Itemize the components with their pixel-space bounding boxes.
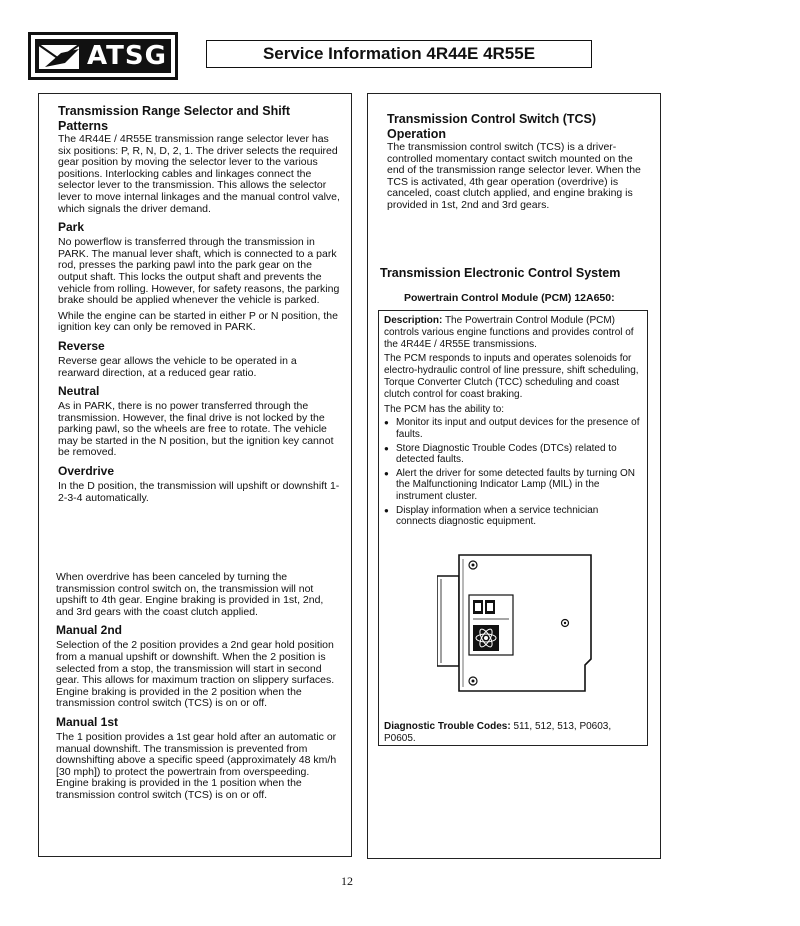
tcs-text: The transmission control switch (TCS) is a driver-controlled momentary contact switch mounted on the end of the transmission range selector lever. When the TCS is activated, 4th gear operation (overdrive) is canceled, coast clutch applied, and engine braking is provided in 1st, 2nd and 3rd gears. (387, 141, 641, 211)
overdrive-text-1: In the D position, the transmission will upshift or downshift 1-2-3-4 automatically. (58, 480, 340, 504)
manual-1st-heading: Manual 1st (56, 714, 119, 729)
manual-1st-text: The 1 position provides a 1st gear hold after an automatic or manual downshift. The transmission is prevented from downshifting above a specific speed (approximately 48 km/h [30 mph]) to protect the powertrain from overspeeding. Engine braking is provided in the 1 position when the transmission control switch (TCS) is on or off. (56, 730, 337, 801)
description-text: The Powertrain Control Module (PCM) controls various engine functions and provides control of the 4R44E / 4R55E transmissions. (384, 315, 634, 350)
description-label: Description: (384, 315, 443, 326)
pcm-description-box (378, 310, 648, 746)
pcm-text-block (384, 315, 641, 530)
neutral-heading: Neutral (58, 384, 100, 399)
pcm-module-illustration (437, 551, 597, 697)
overdrive-text-2: When overdrive has been canceled by turning the transmission control switch on, the transmission will not upshift to 4th gear. Engine braking is provided in 1st, 2nd, and 3rd gears with the coast clutch applied. (56, 571, 324, 618)
list-item: ● Store Diagnostic Trouble Codes (DTCs) related to detected faults. (384, 443, 641, 466)
manual-2nd-heading: Manual 2nd (56, 623, 123, 638)
dtc-label: Diagnostic Trouble Codes: (384, 721, 511, 732)
park-text-1: No powerflow is transferred through the transmission in PARK. The manual lever shaft, which is connected to a park rod, presses the parking pawl into the park gear on the output shaft. This locks the output shaft and prevents the vehicle from rolling. However, for safety reasons, the parking brake should be applied whenever the vehicle is parked. (58, 236, 340, 307)
left-lower-content (56, 572, 341, 806)
ecs-section (380, 266, 650, 281)
pcm-text-3: The PCM has the ability to: (384, 403, 505, 415)
dtc-values: 511, 512, 513, P0603, P0605. (384, 721, 612, 744)
left-upper-content (58, 104, 341, 508)
right-column (367, 93, 661, 859)
park-text-2: While the engine can be started in either P or N position, the ignition key can only be removed in PARK. (58, 309, 338, 334)
page-title: Service Information 4R44E 4R55E (206, 40, 592, 68)
overdrive-heading: Overdrive (58, 464, 115, 479)
range-selector-heading: Transmission Range Selector and Shift Patterns (58, 104, 291, 133)
tcs-section (387, 112, 650, 216)
pcm-text-2: The PCM responds to inputs and operates solenoids for electro-hydraulic control of line pressure, shift scheduling, Torque Converter Clutch (TCC) scheduling and coast clutch control for coast braking. (384, 353, 639, 400)
pcm-subheading: Powertrain Control Module (PCM) 12A650: (404, 292, 615, 304)
page-number: 12 (341, 874, 353, 888)
logo-text: ATSG (87, 41, 167, 71)
tcs-heading: Transmission Control Switch (TCS) Operation (387, 112, 597, 141)
reverse-text: Reverse gear allows the vehicle to be operated in a rearward direction, at a reduced gear ratio. (58, 354, 297, 379)
left-column (38, 93, 352, 857)
list-item: ● Alert the driver for some detected faults by turning ON the Malfunctioning Indicator Lamp (MIL) in the instrument cluster. (384, 468, 641, 503)
diagnostic-trouble-codes (384, 721, 641, 745)
reverse-heading: Reverse (58, 338, 105, 353)
ecs-heading: Transmission Electronic Control System (380, 266, 621, 280)
pcm-description (384, 315, 641, 350)
pcm-ability-list (384, 417, 641, 527)
list-item: ● Monitor its input and output devices for the presence of faults. (384, 417, 641, 440)
manual-2nd-text: Selection of the 2 position provides a 2nd gear hold position from a manual upshift or downshift. When the 2 position is selected from a stop, the transmission will start in second gear. This allows for maximum traction on slippery surfaces. Engine braking is provided in the 2 position when the transmission control switch (TCS) is on or off. (56, 639, 335, 710)
atsg-logo (28, 32, 178, 80)
list-item: ● Display information when a service technician connects diagnostic equipment. (384, 505, 641, 528)
envelope-wing-icon (35, 39, 83, 73)
range-selector-intro: The 4R44E / 4R55E transmission range selector lever has six positions: P, R, N, D, 2, 1. The driver selects the required gear position by moving the selector lever to the various positions. Interlocking cables and linkages connect the selector lever to the transmission. This allows the selector lever to move internal linkages and the manual control valve, which signals the driver demand. (58, 133, 340, 215)
park-heading: Park (58, 220, 85, 235)
neutral-text: As in PARK, there is no power transferred through the transmission. However, the final drive is not locked by the parking pawl, so the wheels are free to rotate. The vehicle may be started in the N position, but the ignition key cannot be removed. (58, 400, 334, 459)
